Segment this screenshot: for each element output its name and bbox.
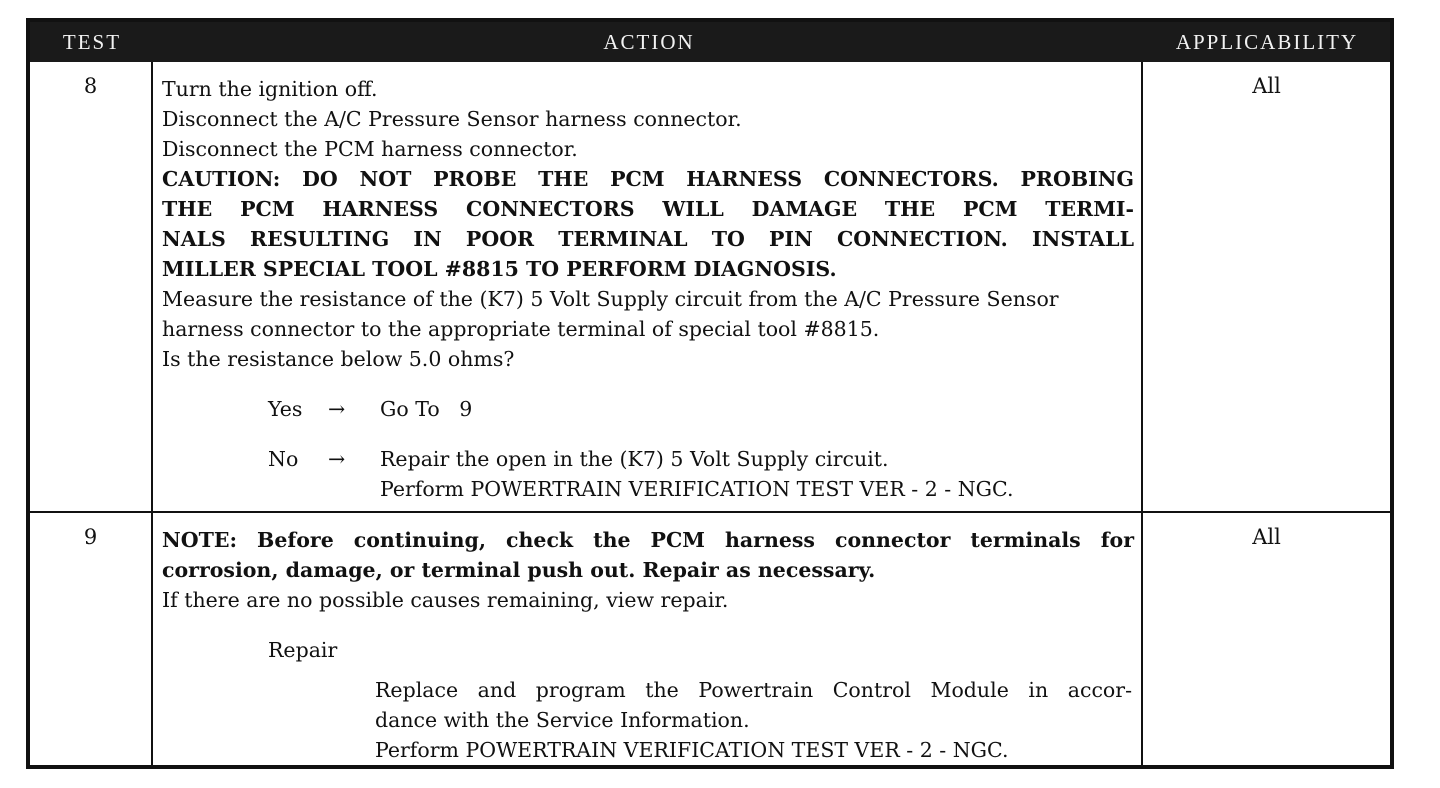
table-row: [30, 62, 1390, 511]
yes-branch: [162, 394, 1134, 424]
action-step: harness connector to the appropriate terminal of special tool #8815.: [162, 317, 880, 341]
caution-text: MILLER SPECIAL TOOL #8815 TO PERFORM DIAGNOSIS.: [162, 257, 837, 281]
caution-text: CAUTION: DO NOT PROBE THE PCM HARNESS CONNECTORS. PROBING: [162, 167, 1134, 191]
applicability-value: All: [1252, 74, 1281, 98]
header-test: TEST: [62, 30, 122, 54]
action-step: If there are no possible causes remaining, view repair.: [162, 588, 729, 612]
action-step: Disconnect the A/C Pressure Sensor harness connector.: [162, 107, 742, 131]
arrow-right-icon: →: [328, 447, 346, 471]
question-text: Is the resistance below 5.0 ohms?: [162, 347, 515, 371]
no-label: No: [268, 447, 299, 471]
repair-step: dance with the Service Information.: [375, 708, 750, 732]
yes-result: Go To 9: [380, 397, 473, 421]
action-step: Measure the resistance of the (K7) 5 Volt Supply circuit from the A/C Pressure Sensor: [162, 287, 1059, 311]
no-result-verify: Perform POWERTRAIN VERIFICATION TEST VER - 2 - NGC.: [380, 477, 1014, 501]
table-row: [30, 513, 1390, 765]
diagnostic-table: [26, 18, 1394, 769]
caution-text: THE PCM HARNESS CONNECTORS WILL DAMAGE THE PCM TERMI-: [162, 197, 1134, 221]
note-text: NOTE: Before continuing, check the PCM harness connector terminals for: [162, 528, 1134, 552]
action-step: Turn the ignition off.: [162, 77, 378, 101]
test-number: 8: [83, 74, 98, 98]
repair-step: Perform POWERTRAIN VERIFICATION TEST VER - 2 - NGC.: [375, 738, 1009, 762]
arrow-right-icon: →: [328, 397, 346, 421]
repair-step: Replace and program the Powertrain Control Module in accor-: [375, 678, 1132, 702]
action-cell: [162, 74, 1134, 504]
repair-instructions: [375, 675, 1132, 765]
header-action: ACTION: [603, 30, 695, 54]
repair-label: Repair: [268, 638, 338, 662]
applicability-value: All: [1252, 525, 1281, 549]
action-cell: [162, 525, 1134, 765]
note-text: corrosion, damage, or terminal push out. Repair as necessary.: [162, 558, 876, 582]
no-result: Repair the open in the (K7) 5 Volt Supply circuit.: [380, 447, 889, 471]
table-header: [30, 22, 1390, 62]
action-step: Disconnect the PCM harness connector.: [162, 137, 578, 161]
yes-label: Yes: [268, 397, 303, 421]
no-branch: [162, 444, 1134, 504]
caution-text: NALS RESULTING IN POOR TERMINAL TO PIN CONNECTION. INSTALL: [162, 227, 1134, 251]
test-number: 9: [83, 525, 98, 549]
header-applicability: APPLICABILITY: [1175, 30, 1359, 54]
